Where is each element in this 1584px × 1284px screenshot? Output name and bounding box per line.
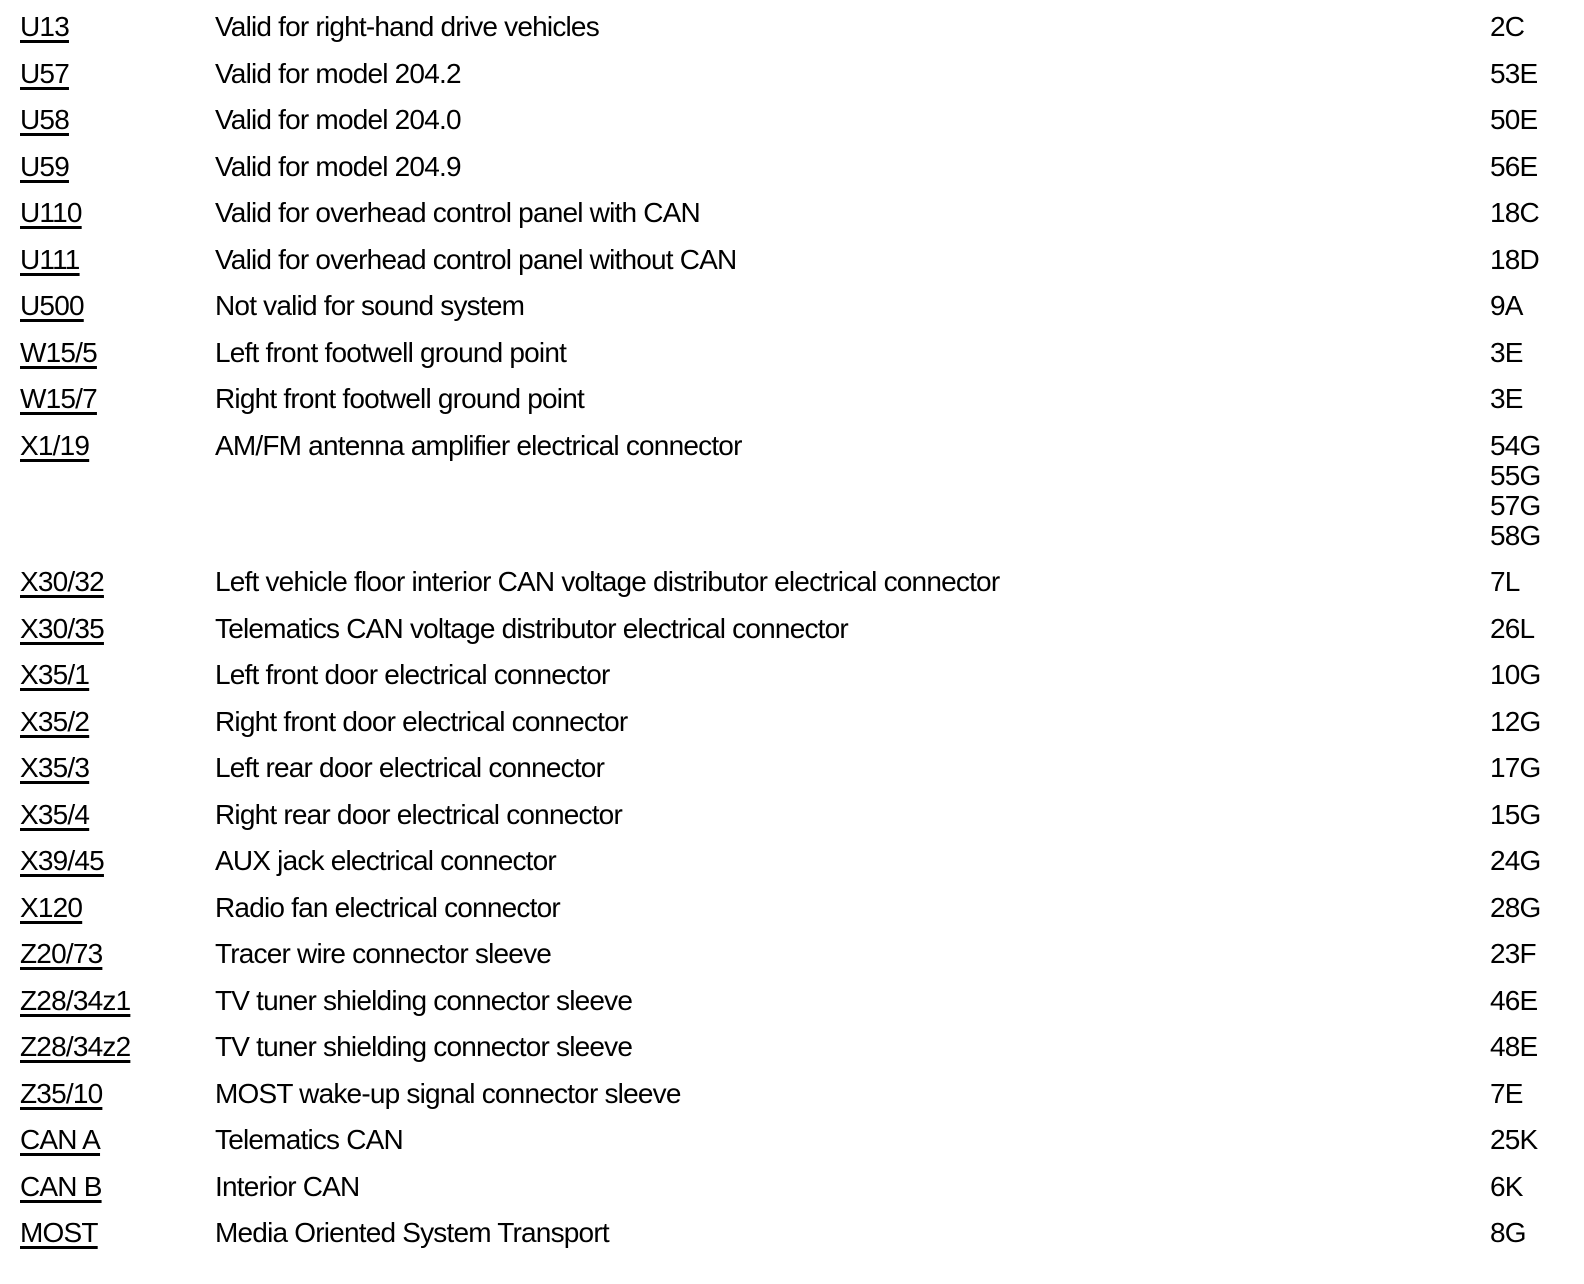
legend-table [20,12,1584,1248]
page-ref: 23F [1490,938,1536,969]
legend-code: U500 [20,290,84,321]
legend-page-refs [1490,614,1584,644]
legend-page-refs [1490,384,1584,414]
legend-row [20,1125,1584,1155]
legend-code: X35/2 [20,705,90,737]
legend-row [20,567,1584,597]
legend-code-cell [20,986,215,1016]
legend-description: TV tuner shielding connector sleeve [215,984,633,1016]
legend-code-cell [20,245,215,275]
legend-description: Left vehicle floor interior CAN voltage distributor electrical connector [215,566,1000,597]
legend-code-cell [20,1172,215,1202]
legend-code: U13 [20,11,69,42]
legend-code-cell [20,753,215,783]
legend-row [20,198,1584,228]
legend-row [20,245,1584,275]
legend-row [20,384,1584,414]
legend-row [20,291,1584,321]
legend-code-cell [20,338,215,368]
legend-page-refs [1490,893,1584,923]
page-ref: 2C [1490,11,1525,42]
legend-page-refs [1490,59,1584,89]
page-ref: 48E [1490,1031,1538,1062]
legend-row [20,846,1584,876]
page-ref: 8G [1490,1217,1526,1248]
legend-code: CAN A [20,1124,101,1155]
legend-description: Valid for overhead control panel with CAN [215,197,700,228]
page-ref: 54G [1490,429,1541,461]
page-ref: 55G [1490,459,1541,491]
legend-description: Right front footwell ground point [215,383,584,414]
legend-code: Z28/34z2 [20,1031,131,1062]
legend-code-cell [20,1079,215,1109]
legend-page-refs [1490,567,1584,597]
page-ref: 18C [1490,197,1539,228]
page-ref: 3E [1490,383,1523,414]
legend-code-cell [20,1125,215,1155]
legend-page-refs [1490,986,1584,1016]
legend-code: W15/7 [20,383,97,414]
legend-page-refs [1490,707,1584,737]
legend-description: Not valid for sound system [215,290,525,321]
legend-code: Z35/10 [20,1077,103,1109]
page-ref: 25K [1490,1124,1538,1155]
page-ref: 50E [1490,104,1538,135]
page-ref: 57G [1490,489,1541,521]
legend-row [20,614,1584,644]
legend-code: CAN B [20,1170,102,1202]
legend-page-refs [1490,152,1584,182]
legend-code: U110 [20,197,82,228]
legend-description: Right front door electrical connector [215,705,628,737]
legend-description: Right rear door electrical connector [215,798,622,830]
legend-code-cell [20,660,215,690]
page-ref: 28G [1490,891,1541,923]
legend-code: X35/1 [20,659,90,690]
page-ref: 6K [1490,1170,1523,1202]
legend-page-refs [1490,800,1584,830]
legend-code: Z28/34z1 [20,984,131,1016]
legend-description: Left rear door electrical connector [215,752,605,783]
legend-page-refs [1490,660,1584,690]
legend-code-cell [20,1032,215,1062]
page-ref: 56E [1490,150,1538,182]
page-ref: 3E [1490,336,1523,368]
legend-description: Radio fan electrical connector [215,891,560,923]
legend-page-refs [1490,753,1584,783]
page-ref: 10G [1490,659,1541,690]
legend-code: X30/32 [20,566,104,597]
legend-code-cell [20,105,215,135]
legend-row [20,12,1584,42]
legend-code: MOST [20,1217,98,1248]
legend-page-refs [1490,198,1584,228]
legend-row [20,431,1584,551]
legend-page-refs [1490,12,1584,42]
legend-row [20,893,1584,923]
legend-row [20,1032,1584,1062]
legend-code: X35/4 [20,798,90,830]
legend-code-cell [20,152,215,182]
page-ref: 12G [1490,705,1541,737]
legend-page-refs [1490,105,1584,135]
legend-code-cell [20,384,215,414]
legend-description: Media Oriented System Transport [215,1217,609,1248]
legend-description: Interior CAN [215,1170,360,1202]
legend-code-cell [20,1218,215,1248]
legend-code: U111 [20,243,80,275]
legend-code-cell [20,567,215,597]
legend-code-cell [20,431,215,551]
legend-page-refs [1490,939,1584,969]
legend-code-cell [20,59,215,89]
legend-description: Telematics CAN [215,1124,403,1155]
legend-code-cell [20,800,215,830]
legend-page-refs [1490,245,1584,275]
legend-row [20,338,1584,368]
legend-row [20,800,1584,830]
legend-code-cell [20,939,215,969]
legend-description: AM/FM antenna amplifier electrical connector [215,429,742,461]
page-ref: 18D [1490,243,1539,275]
legend-row [20,105,1584,135]
legend-description: TV tuner shielding connector sleeve [215,1031,633,1062]
legend-code: X35/3 [20,752,90,783]
page-ref: 7E [1490,1077,1523,1109]
legend-page-refs [1490,846,1584,876]
legend-description: Left front footwell ground point [215,336,567,368]
legend-page-refs [1490,1218,1584,1248]
legend-page-refs [1490,1125,1584,1155]
legend-code-cell [20,614,215,644]
legend-page-refs [1490,1172,1584,1202]
legend-row [20,986,1584,1016]
legend-description: Valid for model 204.2 [215,57,461,89]
legend-description: Valid for overhead control panel without CAN [215,243,737,275]
legend-row [20,753,1584,783]
legend-row [20,660,1584,690]
legend-description: Tracer wire connector sleeve [215,938,552,969]
legend-code: X39/45 [20,845,104,876]
legend-description: Telematics CAN voltage distributor electrical connector [215,612,848,644]
legend-description: AUX jack electrical connector [215,845,556,876]
legend-code-cell [20,707,215,737]
legend-code: X30/35 [20,612,104,644]
page-ref: 15G [1490,798,1541,830]
legend-code: X1/19 [20,429,90,461]
legend-code: U57 [20,57,69,89]
legend-code-cell [20,846,215,876]
legend-row [20,1172,1584,1202]
legend-description: Valid for model 204.0 [215,104,461,135]
legend-code: U59 [20,150,69,182]
legend-row [20,152,1584,182]
legend-code: U58 [20,104,69,135]
legend-code-cell [20,893,215,923]
page-ref: 58G [1490,519,1541,551]
legend-page-refs [1490,291,1584,321]
legend-page-refs [1490,1032,1584,1062]
legend-row [20,1218,1584,1248]
legend-code-cell [20,291,215,321]
legend-page-refs [1490,338,1584,368]
legend-code-cell [20,12,215,42]
legend-row [20,707,1584,737]
legend-code: X120 [20,891,83,923]
page-ref: 9A [1490,290,1523,321]
legend-page-refs [1490,1079,1584,1109]
page-ref: 7L [1490,566,1520,597]
legend-code: W15/5 [20,336,97,368]
page-ref: 53E [1490,57,1538,89]
legend-description: MOST wake-up signal connector sleeve [215,1077,681,1109]
page-ref: 24G [1490,845,1541,876]
page-ref: 26L [1490,612,1535,644]
legend-row [20,59,1584,89]
page-ref: 46E [1490,984,1538,1016]
legend-row [20,939,1584,969]
legend-code-cell [20,198,215,228]
legend-page-refs [1490,431,1584,551]
page-ref: 17G [1490,752,1541,783]
legend-row [20,1079,1584,1109]
legend-description: Left front door electrical connector [215,659,610,690]
legend-description: Valid for right-hand drive vehicles [215,11,599,42]
legend-code: Z20/73 [20,938,103,969]
legend-description: Valid for model 204.9 [215,150,461,182]
